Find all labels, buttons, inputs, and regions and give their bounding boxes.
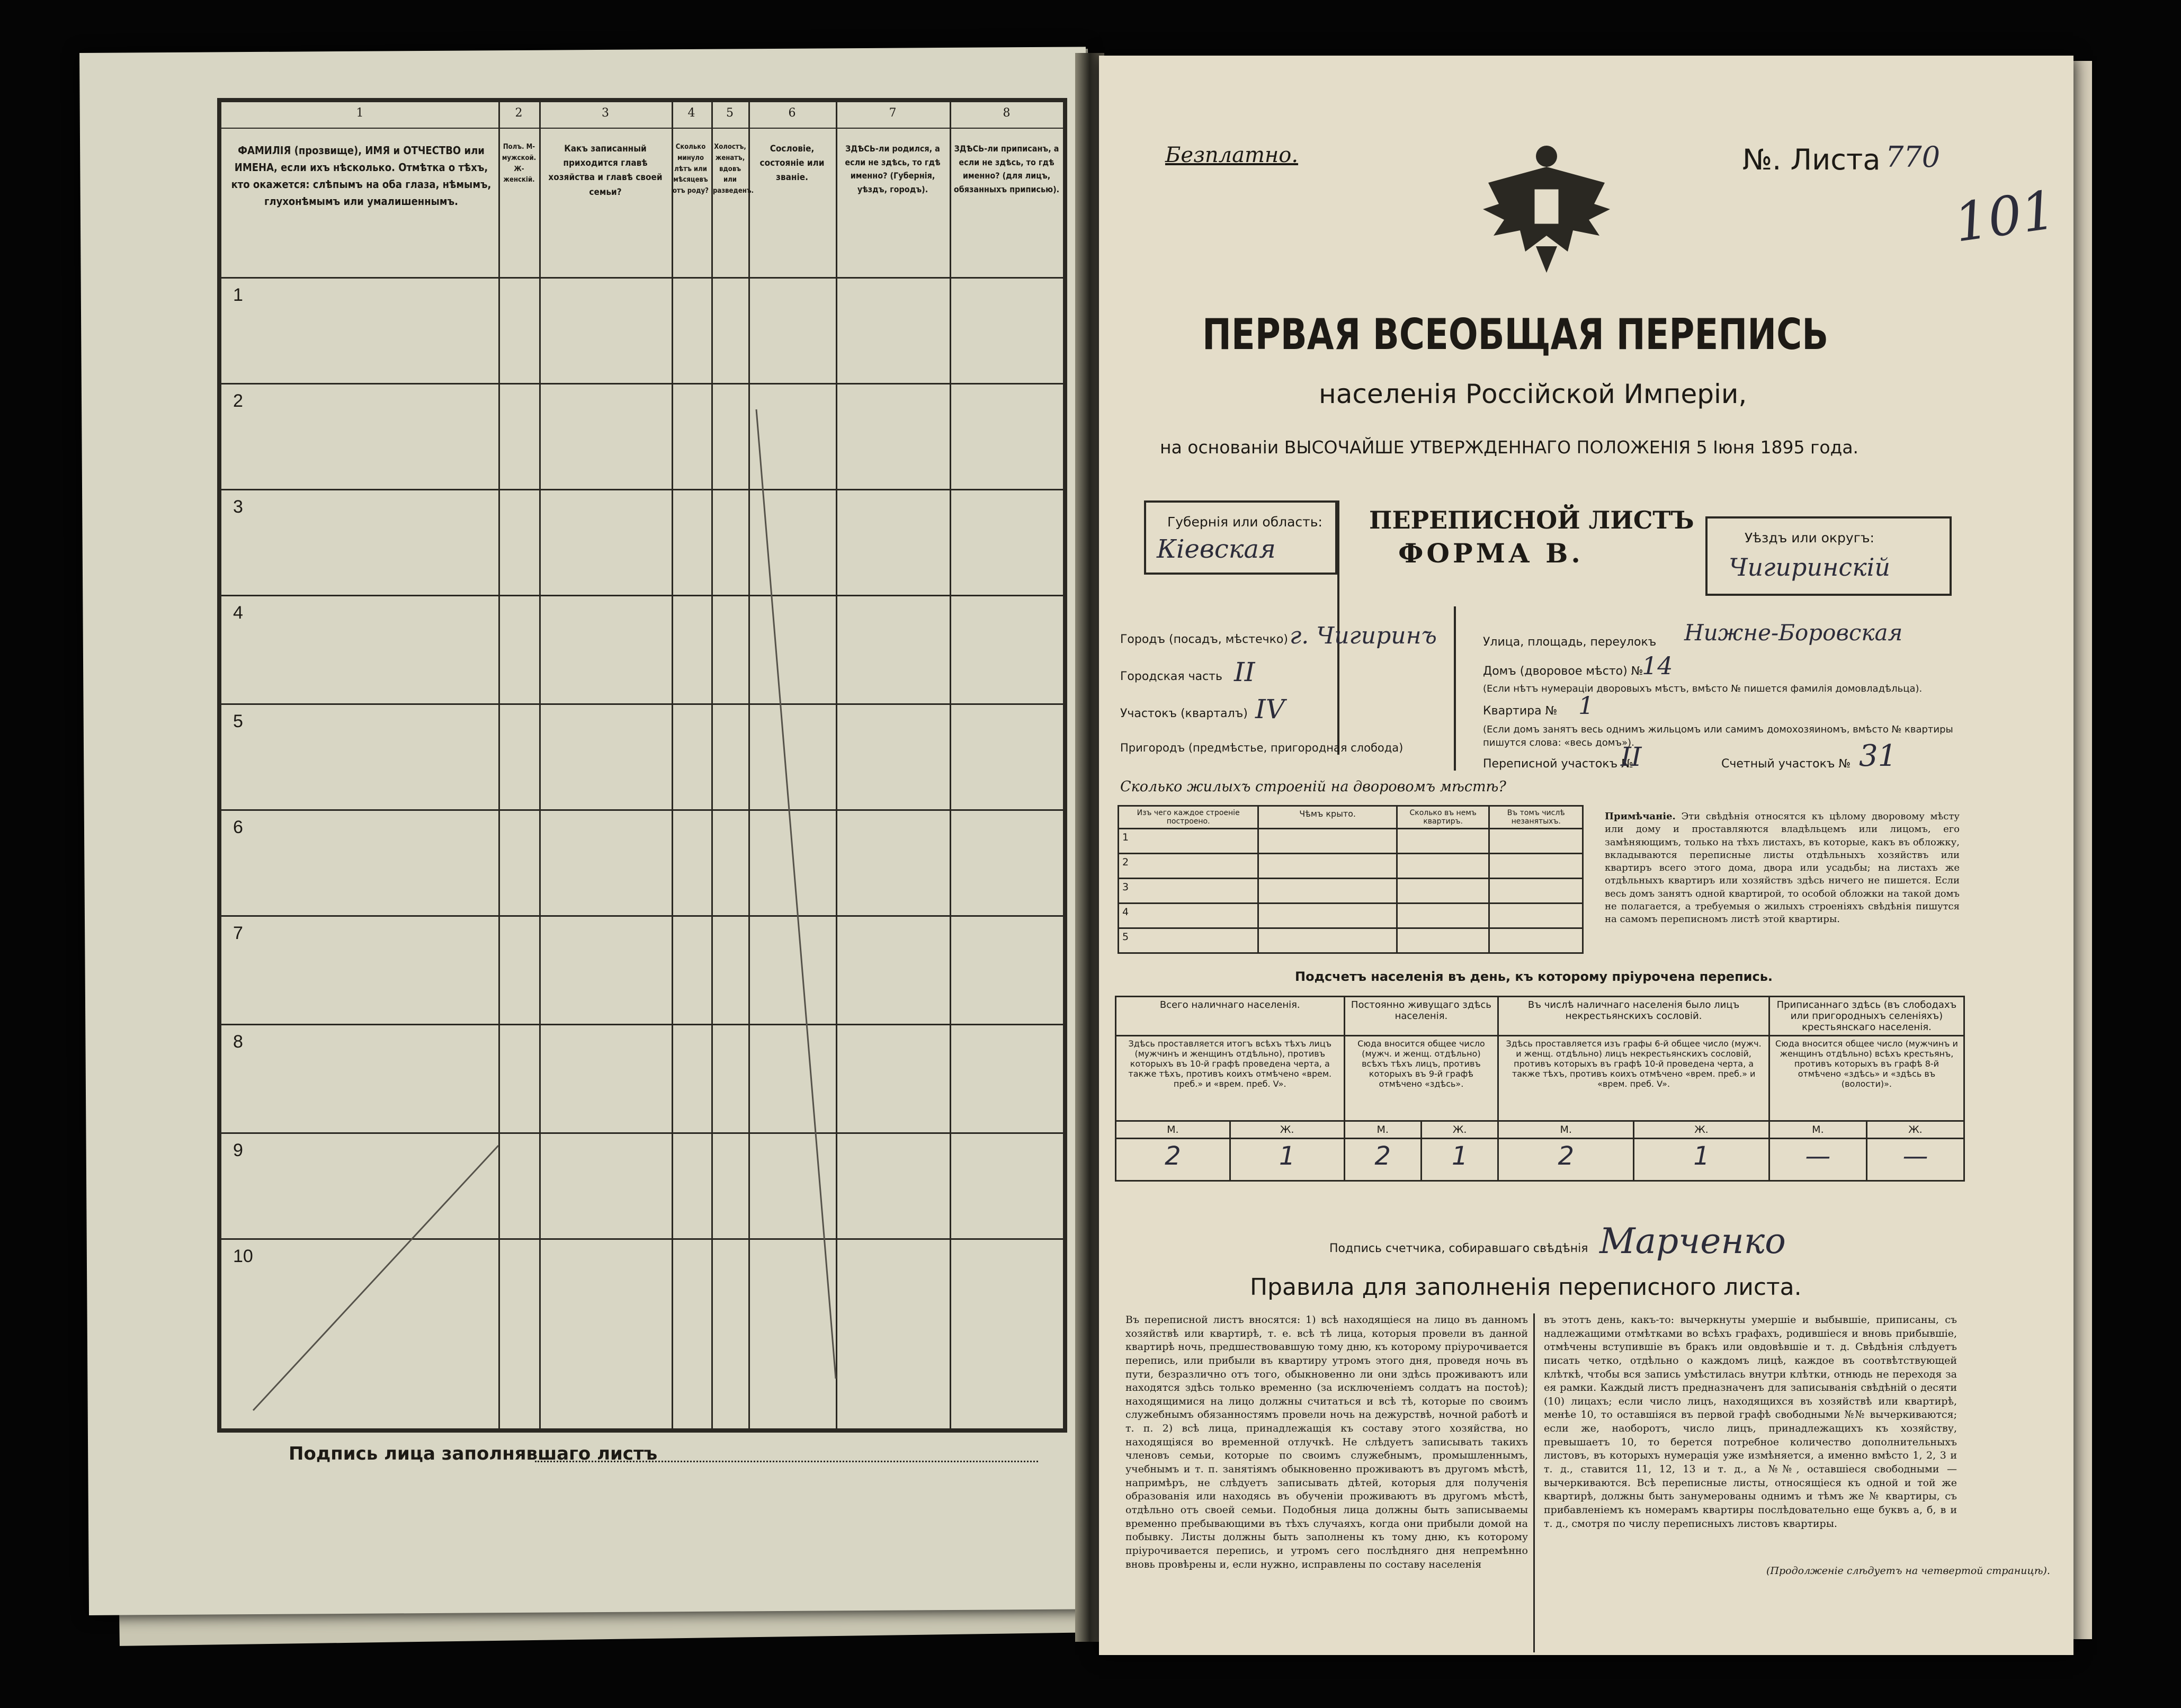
strike-line — [253, 1146, 498, 1410]
tally-header: Постоянно живущаго здѣсь населенія. — [1344, 997, 1498, 1036]
prigorod-label: Пригородъ (предмѣстье, пригородная слобода) — [1120, 741, 1404, 754]
city-label: Городъ (посадъ, мѣстечко) — [1120, 633, 1288, 646]
census-basis: на основаніи ВЫСОЧАЙШЕ УТВЕРЖДЕННАГО ПОЛОЖЕНІЯ 5 Іюня 1895 года. — [1160, 437, 1859, 458]
tally-description: Сюда вносится общее число (мужч. и женщ. отдѣльно) всѣхъ тѣхъ лицъ, противъ которыхъ въ 9-й графѣ отмѣчено «здѣсь». — [1344, 1036, 1498, 1121]
strike-line — [756, 409, 836, 1379]
row-number: 7 — [233, 923, 243, 943]
column-header-estate: Сословіе, состояніе или званіе. — [759, 144, 825, 183]
tally-value: — — [1769, 1139, 1866, 1181]
census-district-label: Переписной участокъ № — [1483, 757, 1634, 771]
sex-f-header: Ж. — [1634, 1121, 1769, 1139]
column-header-birthplace: ЗДѢСЬ-ли родился, а если не здѣсь, то гдѣ именно? (Губернія, уѣздъ, городъ). — [845, 144, 941, 194]
tally-description: Сюда вносится общее число (мужчинъ и женщинъ отдѣльно) всѣхъ крестьянъ, противъ которыхъ въ графѣ 8-й отмѣчено «здѣсь» и «здѣсь въ (волости)». — [1769, 1036, 1964, 1121]
buildings-row-number: 3 — [1119, 879, 1258, 904]
imperial-eagle-emblem — [1478, 140, 1615, 278]
column-header-relation: Какъ записанный приходится главѣ хозяйства и главѣ своей семьи? — [548, 144, 663, 198]
buildings-header: Чѣмъ крыто. — [1258, 806, 1397, 829]
buildings-header: Изъ чего каждое строеніе построено. — [1119, 806, 1258, 829]
row-number: 5 — [233, 711, 243, 731]
sex-m-header: М. — [1769, 1121, 1866, 1139]
tally-description: Здѣсь проставляется изъ графы 6-й общее число (мужч. и женщ. отдѣльно) лицъ некрестьянскихъ сословій, противъ которыхъ въ графѣ 10-й проведена черта, а также тѣхъ, противъ коихъ отмѣчено «врем. преб.» и «врем. преб. V». — [1498, 1036, 1769, 1121]
column-number: 1 — [356, 106, 364, 120]
column-header-marital: Холостъ, женатъ, вдовъ или разведенъ. — [713, 143, 754, 195]
buildings-row-number: 1 — [1119, 829, 1258, 854]
population-tally-table — [1115, 996, 1965, 1182]
tally-value: 1 — [1230, 1139, 1344, 1181]
tally-value: 2 — [1116, 1139, 1230, 1181]
tally-title: Подсчетъ населенія въ день, къ которому пріурочена перепись. — [1295, 969, 1773, 984]
uezd-value: Чигиринскій — [1729, 553, 1890, 582]
column-number: 8 — [1003, 106, 1011, 120]
sex-m-header: М. — [1116, 1121, 1230, 1139]
column-header-registered: ЗДѢСЬ-ли приписанъ, а если не здѣсь, то гдѣ именно? (для лицъ, обязанныхъ приписью). — [953, 144, 1060, 194]
left-signature-label: Подпись лица заполнявшаго листъ — [289, 1443, 658, 1464]
census-title: ПЕРВАЯ ВСЕОБЩАЯ ПЕРЕПИСЬ — [1202, 310, 1829, 359]
tally-value: 2 — [1344, 1139, 1421, 1181]
column-number: 2 — [515, 106, 523, 120]
gubernia-value: Кіевская — [1157, 534, 1276, 564]
buildings-header: Въ томъ числѣ незанятыхъ. — [1489, 806, 1583, 829]
apartment-label: Квартира № — [1483, 704, 1558, 718]
sex-f-header: Ж. — [1421, 1121, 1498, 1139]
rules-column-1: Въ переписной листъ вносятся: 1) всѣ находящіеся на лицо въ данномъ хозяйствѣ или квартирѣ, т. е. всѣ тѣ лица, которыя провели въ данной квартирѣ ночь, предшествовавшую тому дню, къ которому пріурочивается перепись, или прибыли въ квартиру утромъ этого дня, проведя ночь въ пути, безразлично отъ того, обыкновенно ли они здѣсь проживаютъ или находятся здѣсь только временно (за исключеніемъ солдатъ на постоѣ); находящимися на лицо должны считаться и всѣ тѣ, которые по своимъ служебнымъ обязанностямъ провели ночь на дежурствѣ, ночной работѣ и т. п. 2) всѣ лица, принадлежащія къ составу этого хозяйства, но находящіяся во временной отлучкѣ. Не слѣдуетъ записывать такихъ членовъ семьи, которые по своимъ служебнымъ, промышленнымъ, учебнымъ и т. п. занятіямъ обыкновенно проживаютъ въ другомъ мѣстѣ, напримѣръ, не слѣдуетъ записывать дѣтей, которыя для полученія образованія или находясь въ обученіи проживаютъ въ другомъ мѣстѣ, отдѣльно отъ своей семьи. Подобныя лица должны быть записываемы временно пребывающими въ тѣхъ случаяхъ, когда они прибыли домой на побывку. Листы должны быть заполнены къ тому дню, къ которому пріурочивается перепись, и утромъ сего послѣдняго дня непремѣнно вновь провѣрены и, если нужно, исправлены по составу населенія — [1125, 1314, 1528, 1570]
buildings-table — [1118, 805, 1584, 954]
rules-title: Правила для заполненія переписного листа. — [1250, 1274, 1802, 1301]
corner-number: 101 — [1950, 178, 2060, 254]
left-signature-line — [535, 1461, 1038, 1462]
census-district-value: II — [1621, 741, 1642, 772]
sex-f-header: Ж. — [1866, 1121, 1964, 1139]
row-number: 6 — [233, 817, 243, 837]
census-subtitle: населенія Россійской Имперіи, — [1319, 379, 1747, 409]
count-district-value: 31 — [1859, 739, 1897, 773]
rules-divider — [1533, 1313, 1535, 1652]
uezd-label: Уѣздъ или округъ: — [1745, 530, 1874, 546]
count-district-label: Счетный участокъ № — [1721, 757, 1851, 771]
buildings-row-number: 2 — [1119, 854, 1258, 879]
tally-description: Здѣсь проставляется итогъ всѣхъ тѣхъ лицъ (мужчинъ и женщинъ отдѣльно), противъ которыхъ въ 10-й графѣ проведена черта, а также тѣхъ, противъ коихъ отмѣчено «врем. преб.» и «врем. преб. V». — [1116, 1036, 1345, 1121]
buildings-note — [1605, 810, 1960, 926]
sheet-number-value: 770 — [1885, 140, 1941, 174]
sex-m-header: М. — [1498, 1121, 1634, 1139]
tally-value: 1 — [1421, 1139, 1498, 1181]
form-letter: ФОРМА В. — [1398, 538, 1584, 569]
sheet-number-label: №. Листа — [1742, 143, 1881, 176]
tally-value: 2 — [1498, 1139, 1634, 1181]
buildings-row-number: 5 — [1119, 928, 1258, 953]
city-value: г. Чигиринъ — [1290, 622, 1437, 649]
column-number: 5 — [726, 106, 734, 120]
uchastok-label: Участокъ (кварталъ) — [1120, 707, 1248, 720]
street-value: Нижне-Боровская — [1684, 620, 1903, 646]
tally-header: Всего наличнаго населенія. — [1116, 997, 1345, 1036]
row-number: 3 — [233, 497, 243, 517]
street-label: Улица, площадь, переулокъ — [1483, 636, 1657, 649]
city-part-label: Городская часть — [1120, 670, 1222, 683]
form-title: ПЕРЕПИСНОЙ ЛИСТЪ — [1369, 506, 1694, 534]
house-label: Домъ (дворовое мѣсто) № — [1483, 665, 1643, 678]
row-number: 9 — [233, 1140, 243, 1160]
column-header-sex: Полъ. М-мужской. Ж-женскій. — [502, 143, 537, 184]
header-number-line — [221, 128, 1063, 129]
gubernia-label: Губернія или область: — [1167, 514, 1322, 530]
buildings-header: Сколько въ немъ квартиръ. — [1397, 806, 1489, 829]
column-number: 7 — [889, 106, 897, 120]
tally-value: — — [1866, 1139, 1964, 1181]
column-number: 3 — [602, 106, 609, 120]
rules-continued: (Продолженіе слѣдуетъ на четвертой страницѣ). — [1766, 1565, 2050, 1577]
sex-f-header: Ж. — [1230, 1121, 1344, 1139]
note-text: Эти свѣдѣнія относятся къ цѣлому дворовому мѣсту или дому и проставляются владѣльцемъ или лицомъ, его замѣняющимъ, только на тѣхъ листахъ, въ которые, какъ въ обложку, вкладываются переписные листы отдѣльныхъ хозяйствъ или квартиръ всего этого дома, двора или усадьбы; на листахъ же отдѣльныхъ квартиръ или хозяйствъ здѣсь ничего не пишется. Если весь домъ занятъ одной квартирой, то особой обложки на такой домъ не полагается, а требуемыя о жилыхъ строеніяхъ свѣдѣнія пишутся на самомъ переписномъ листѣ этой квартиры. — [1605, 811, 1960, 925]
row-number: 2 — [233, 391, 243, 411]
city-part-value: II — [1234, 657, 1255, 687]
gubernia-box — [1144, 500, 1337, 575]
enumerator-signature-label: Подпись счетчика, собиравшаго свѣдѣнія — [1329, 1242, 1588, 1255]
column-header-age: Сколько минуло лѣтъ или мѣсяцевъ отъ роду? — [673, 143, 709, 195]
strike-lines — [221, 277, 1063, 1429]
person-list-table — [217, 98, 1067, 1433]
house-value: 14 — [1642, 651, 1673, 680]
rules-column-2: въ этотъ день, какъ-то: вычеркнуты умершіе и выбывшіе, приписаны, съ надлежащими отмѣтками во всѣхъ графахъ, родившіеся и вновь прибывшіе, отмѣчены вступившіе въ бракъ или овдовѣвшіе и т. д. Свѣдѣнія слѣдуетъ писать четко, отдѣльно о каждомъ лицѣ, каждое въ соотвѣтствующей клѣткѣ, чтобы вся запись умѣстилась внутри клѣтки, отнюдь не переходя за ея рамки. Каждый листъ предназначенъ для записыванія свѣдѣній о десяти (10) лицахъ; если число лицъ, находящихся въ хозяйствѣ или квартирѣ, менѣе 10, то оставшіяся въ первой графѣ свободными №№ вычеркиваются; если же, наоборотъ, число лицъ, принадлежащихъ къ хозяйству, превышаетъ 10, то берется потребное количество дополнительныхъ листовъ, въ которыхъ нумерація уже измѣняется, а именно вмѣсто 1, 2, 3 и т. д., ставится 11, 12, 13 и т. д., а №№, оставшіеся свободными — вычеркиваются. Всѣ переписные листы, относящіеся къ одной и той же квартирѣ, должны быть занумерованы однимъ и тѣмъ же № квартиры, съ прибавленіемъ къ номерамъ квартиры послѣдовательно еще буквъ а, б, в и т. д., смотря по числу переписныхъ листовъ квартиры. — [1544, 1314, 1957, 1530]
free-label: Безплатно. — [1165, 143, 1299, 167]
tally-value: 1 — [1634, 1139, 1769, 1181]
row-number: 1 — [233, 285, 243, 305]
address-divider — [1454, 606, 1456, 771]
apartment-note: (Если домъ занятъ весь однимъ жильцомъ или самимъ домохозяиномъ, вмѣсто № квартиры пишутся слова: «весь домъ»). — [1483, 724, 1953, 749]
column-header-name: ФАМИЛІЯ (прозвище), ИМЯ и ОТЧЕСТВО или ИМЕНА, если ихъ нѣсколько. Отмѣтка о тѣхъ, кто окажется: слѣпымъ на оба глаза, нѣмымъ, глухонѣмымъ или умалишеннымъ. — [231, 144, 491, 208]
sex-m-header: М. — [1344, 1121, 1421, 1139]
buildings-question: Сколько жилыхъ строеній на дворовомъ мѣстѣ? — [1120, 779, 1506, 795]
house-note: (Если нѣтъ нумераціи дворовыхъ мѣстъ, вмѣсто № пишется фамилія домовладѣльца). — [1483, 683, 1923, 694]
row-number: 10 — [233, 1246, 253, 1266]
column-number: 4 — [687, 106, 695, 120]
column-number: 6 — [788, 106, 796, 120]
enumerator-signature: Марченко — [1599, 1221, 1786, 1262]
tally-header: Въ числѣ наличнаго населенія было лицъ некрестьянскихъ сословій. — [1498, 997, 1769, 1036]
apartment-value: 1 — [1578, 691, 1594, 720]
uezd-box — [1705, 516, 1952, 596]
note-title: Примѣчаніе. — [1605, 811, 1676, 822]
tally-header: Приписаннаго здѣсь (въ слободахъ или пригородныхъ селеніяхъ) крестьянскаго населенія. — [1769, 997, 1964, 1036]
row-number: 8 — [233, 1032, 243, 1052]
uchastok-value: IV — [1255, 694, 1285, 725]
buildings-row-number: 4 — [1119, 904, 1258, 928]
row-number: 4 — [233, 603, 243, 623]
